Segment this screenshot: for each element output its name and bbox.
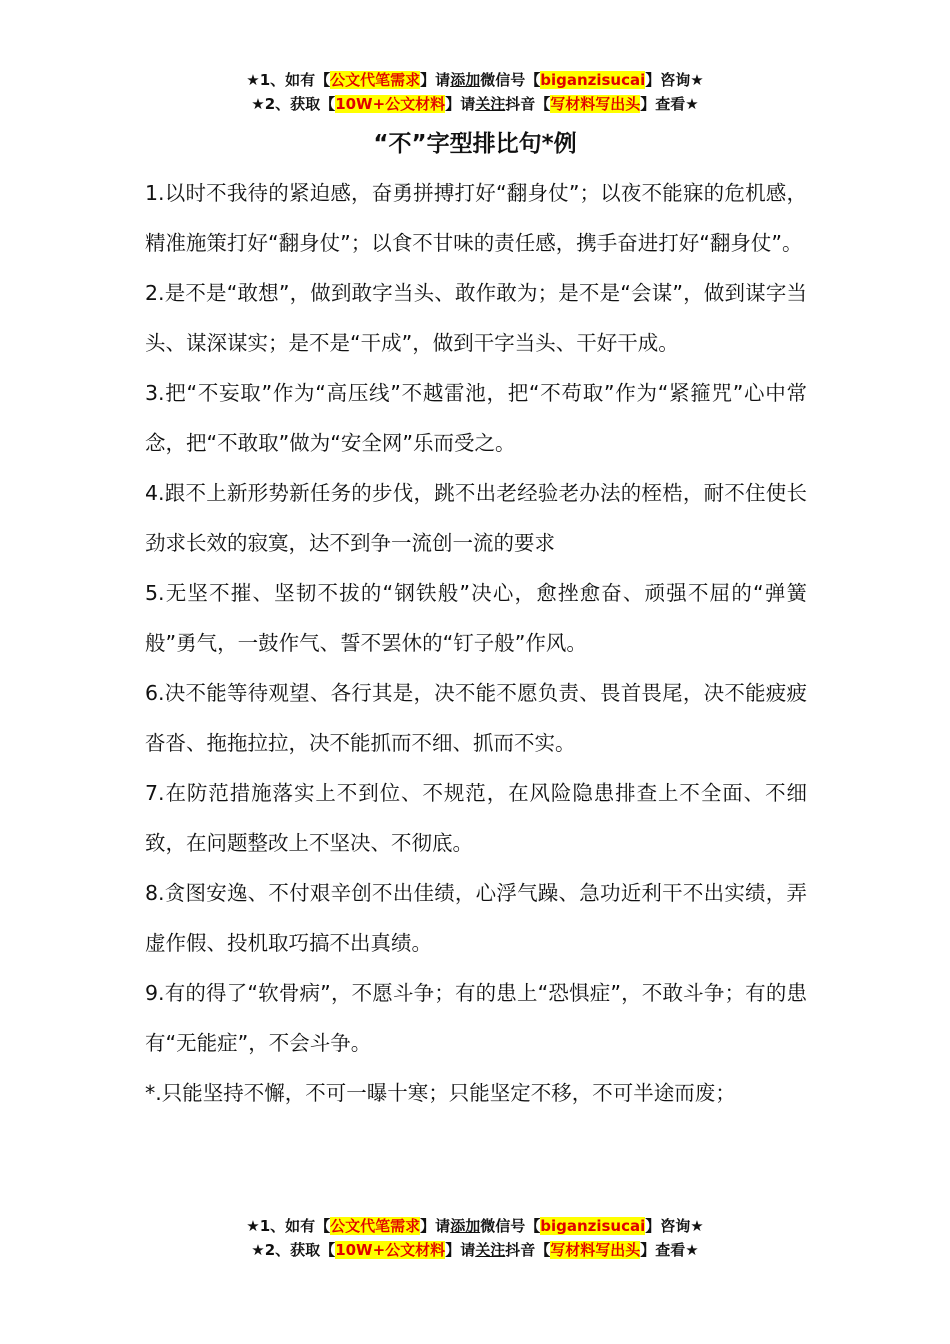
- promo-text: 】查看★: [640, 1241, 699, 1259]
- promo-highlight: 公文代笔需求: [330, 71, 421, 89]
- promo-text: 】请: [445, 1241, 476, 1259]
- paragraph-3: 3.把“不妄取”作为“高压线”不越雷池，把“不苟取”作为“紧箍咒”心中常念，把“不敢取”做为“安全网”乐而受之。: [145, 381, 807, 455]
- paragraph-6: 6.决不能等待观望、各行其是，决不能不愿负责、畏首畏尾，决不能疲疲沓沓、拖拖拉拉，决不能抓而不细、抓而不实。: [145, 681, 807, 755]
- promo-highlight: 10W+公文材料: [335, 1241, 446, 1259]
- paragraph-2: 2.是不是“敢想”，做到敢字当头、敢作敢为；是不是“会谋”，做到谋字当头、谋深谋实；是不是“干成”，做到干字当头、干好干成。: [145, 281, 807, 355]
- promo-text: 抖音【: [505, 1241, 551, 1259]
- promo-wechat-id: biganzisucai: [540, 1217, 646, 1235]
- paragraph-10: *.只能坚持不懈，不可一曝十寒；只能坚定不移，不可半途而废；: [145, 1081, 736, 1105]
- promo-line-2: [0, 1238, 950, 1262]
- promo-text: 】请: [445, 95, 476, 113]
- promo-underline: 添加: [450, 1217, 481, 1235]
- promo-text: 】请: [420, 1217, 451, 1235]
- paragraph-4: 4.跟不上新形势新任务的步伐，跳不出老经验老办法的桎梏，耐不住使长劲求长效的寂寞，达不到争一流创一流的要求: [145, 481, 807, 555]
- promo-text: 】咨询★: [645, 1217, 704, 1235]
- paragraph-7: 7.在防范措施落实上不到位、不规范，在风险隐患排查上不全面、不细致，在问题整改上不坚决、不彻底。: [145, 781, 807, 855]
- promo-underline: 关注: [475, 1241, 506, 1259]
- promo-text: 】咨询★: [645, 71, 704, 89]
- promo-text: 】请: [420, 71, 451, 89]
- bottom-promo-banner: [0, 1214, 950, 1262]
- promo-text: ★2、获取【: [251, 95, 336, 113]
- promo-wechat-id: biganzisucai: [540, 71, 646, 89]
- paragraph-1: 1.以时不我待的紧迫感，奋勇拼搏打好“翻身仗”；以夜不能寐的危机感，精准施策打好“翻身仗”；以食不甘味的责任感，携手奋进打好“翻身仗”。: [145, 181, 807, 255]
- promo-douyin-id: 写材料写出头: [550, 1241, 641, 1259]
- promo-douyin-id: 写材料写出头: [550, 95, 641, 113]
- document-title: “不”字型排比句*例: [373, 131, 577, 157]
- paragraph-9: 9.有的得了“软骨病”，不愿斗争；有的患上“恐惧症”，不敢斗争；有的患有“无能症”，不会斗争。: [145, 981, 807, 1055]
- top-promo-banner: [0, 68, 950, 116]
- promo-underline: 关注: [475, 95, 506, 113]
- promo-text: ★1、如有【: [246, 1217, 331, 1235]
- promo-text: 微信号【: [480, 71, 541, 89]
- promo-text: ★2、获取【: [251, 1241, 336, 1259]
- paragraph-5: 5.无坚不摧、坚韧不拔的“钢铁般”决心，愈挫愈奋、顽强不屈的“弹簧般”勇气，一鼓作气、誓不罢休的“钉子般”作风。: [145, 581, 807, 655]
- promo-text: 抖音【: [505, 95, 551, 113]
- promo-highlight: 公文代笔需求: [330, 1217, 421, 1235]
- promo-text: 微信号【: [480, 1217, 541, 1235]
- promo-line-1: [0, 68, 950, 92]
- promo-underline: 添加: [450, 71, 481, 89]
- document-body: [145, 168, 807, 1118]
- promo-highlight: 10W+公文材料: [335, 95, 446, 113]
- paragraph-8: 8.贪图安逸、不付艰辛创不出佳绩，心浮气躁、急功近利干不出实绩，弄虚作假、投机取巧搞不出真绩。: [145, 881, 807, 955]
- promo-line-2: [0, 92, 950, 116]
- promo-text: 】查看★: [640, 95, 699, 113]
- promo-line-1: [0, 1214, 950, 1238]
- promo-text: ★1、如有【: [246, 71, 331, 89]
